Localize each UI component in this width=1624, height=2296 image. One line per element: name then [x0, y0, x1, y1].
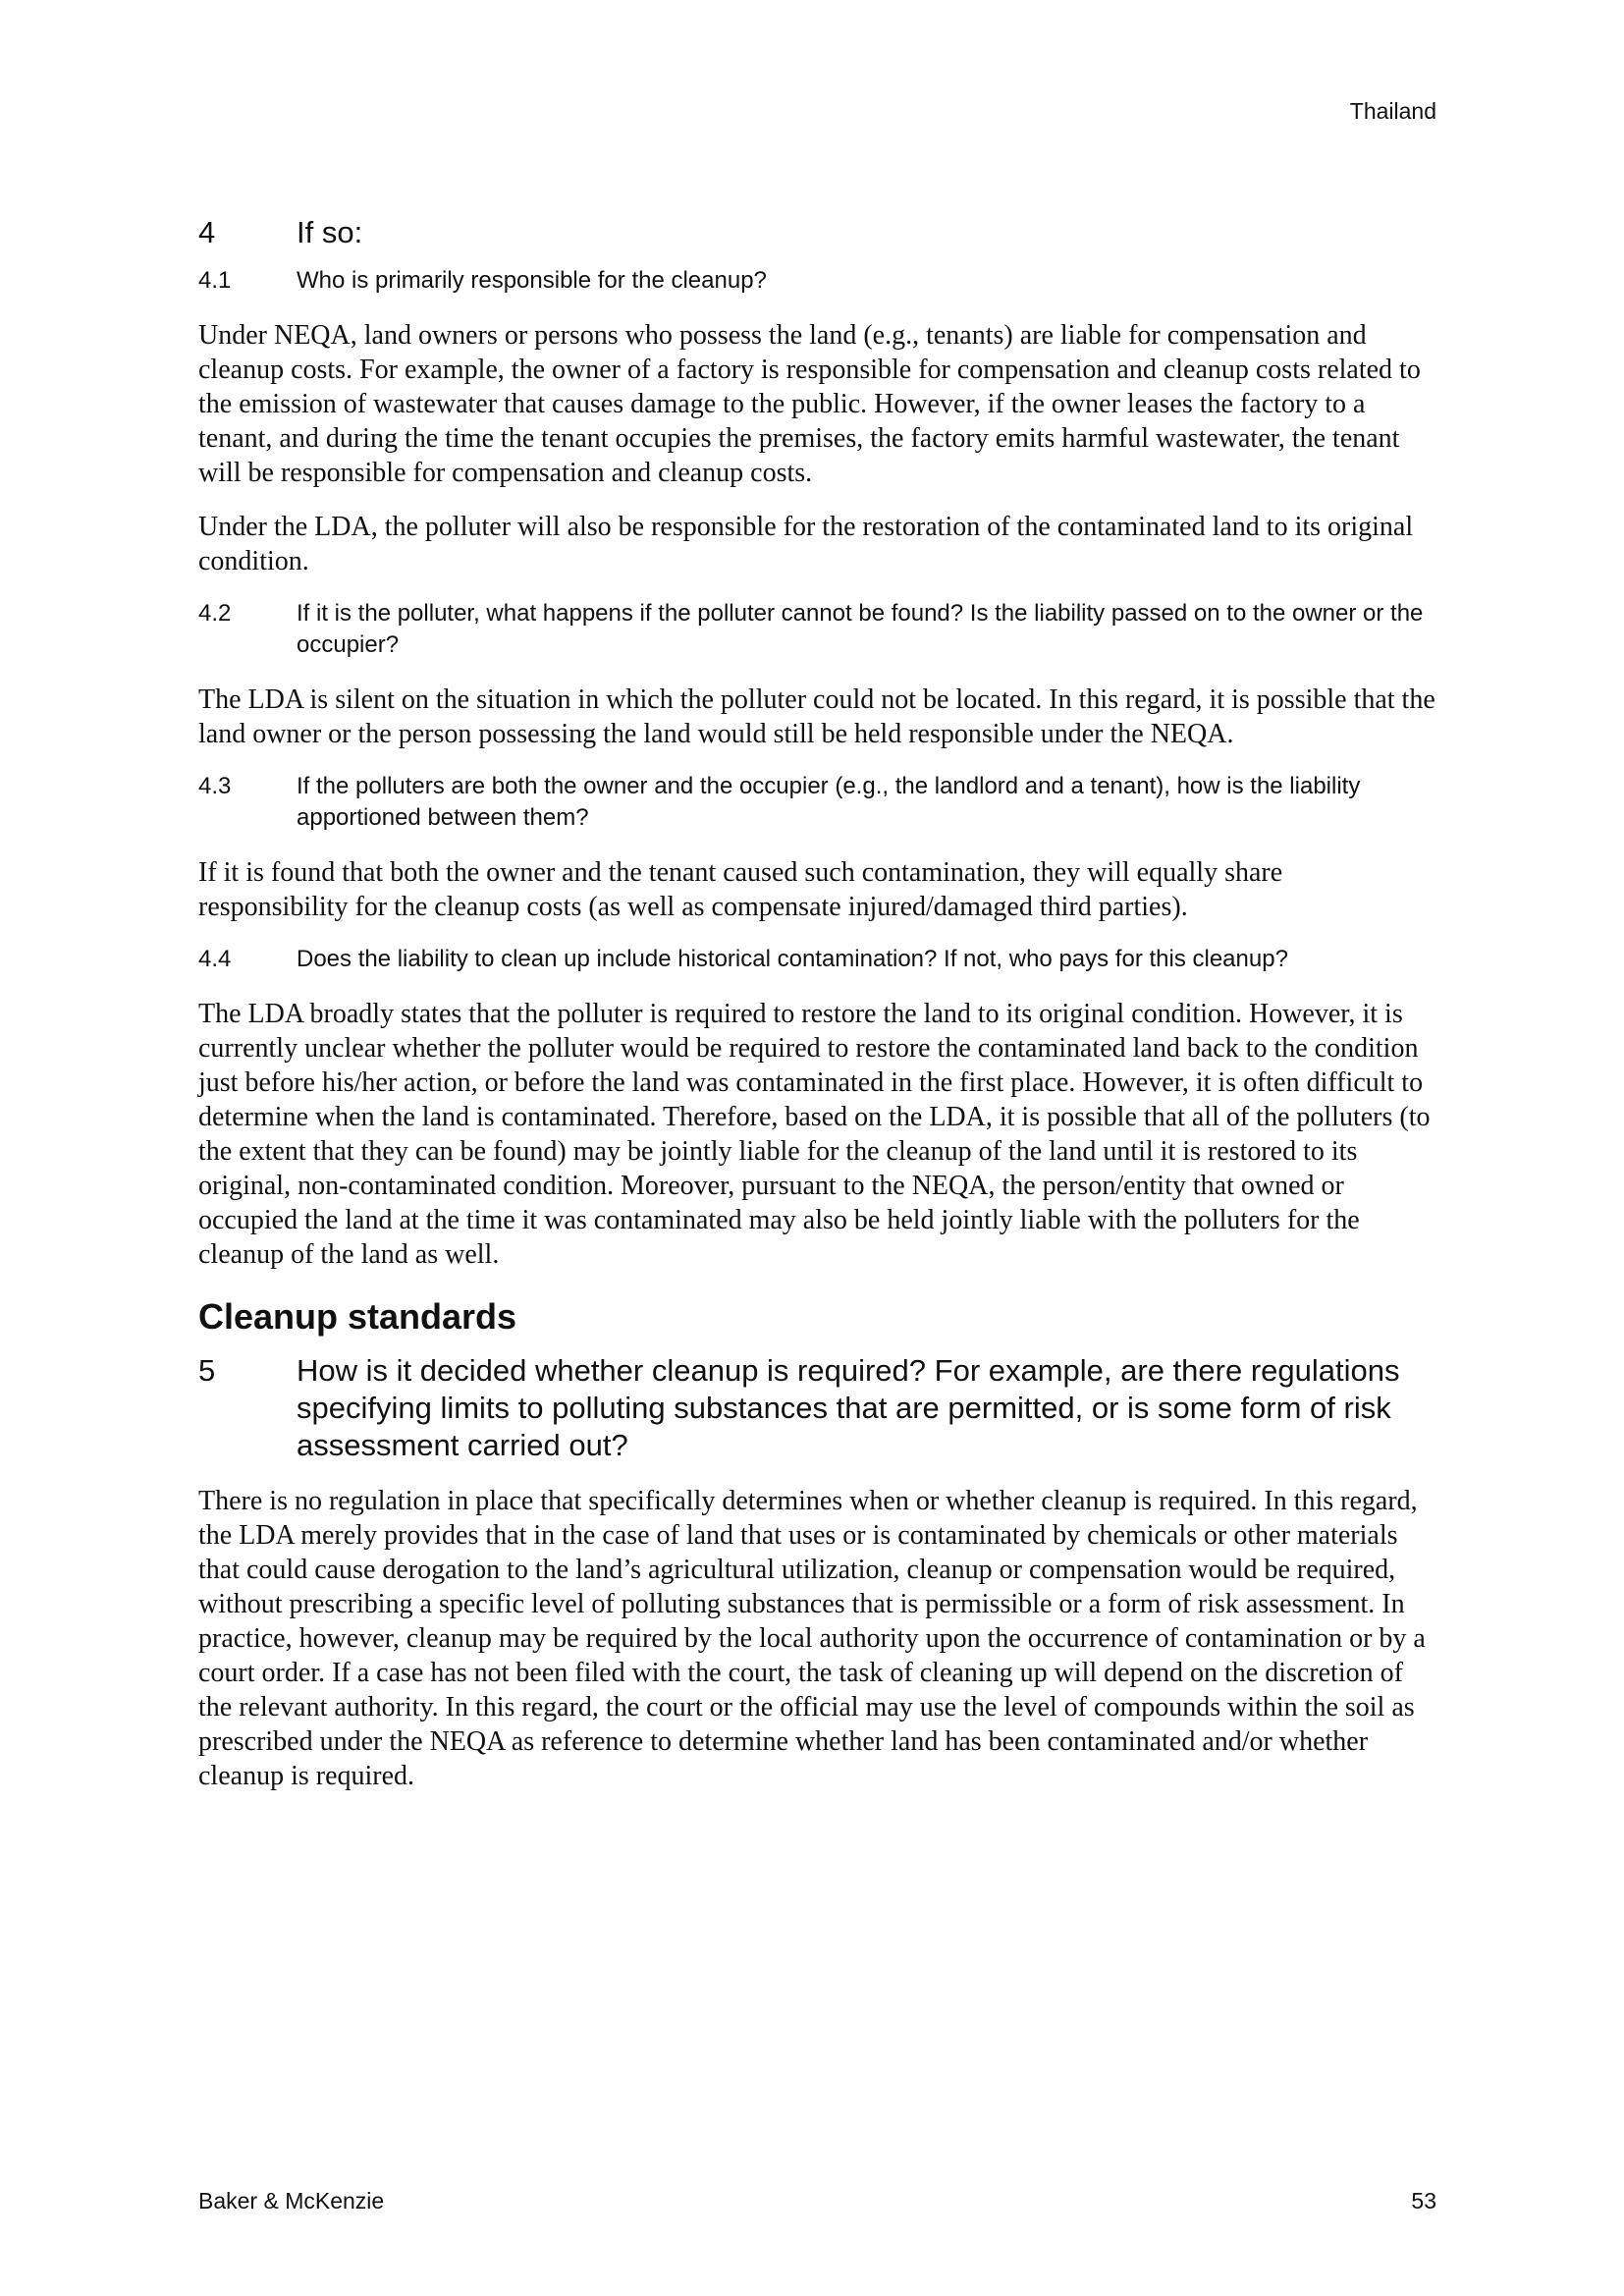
question-text: If the polluters are both the owner and the occupier (e.g., the landlord and a tenant), how is the liability apportioned between them?: [297, 773, 1361, 831]
footer-page-number: 53: [1411, 2188, 1436, 2214]
question-4-4: [198, 944, 1437, 975]
answer-paragraph: Under the LDA, the polluter will also be responsible for the restoration of the contaminated land to its original condition.: [198, 512, 1414, 576]
page-body: [198, 214, 1437, 1813]
answer-paragraph: The LDA broadly states that the polluter is required to restore the land to its original condition. However, it is currently unclear whether the polluter would be required to restore the contaminated land back to the condition just before his/her action, or before the land was contaminated in the first place. However, it is often difficult to determine when the land is contaminated. Therefore, based on the LDA, it is possible that all of the polluters (to the extent that they can be found) may be jointly liable for the cleanup of the land until it is restored to its original, non-contaminated condition. Moreover, pursuant to the NEQA, the person/entity that owned or occupied the land at the time it was contaminated may also be held jointly liable with the polluters for the cleanup of the land as well.: [198, 999, 1431, 1270]
question-text: If it is the polluter, what happens if the polluter cannot be found? Is the liability passed on to the owner or the occupier?: [297, 600, 1424, 658]
question-4-3: [198, 771, 1437, 834]
answer-paragraph: There is no regulation in place that specifically determines when or whether cleanup is required. In this regard, the LDA merely provides that in the case of land that uses or is contaminated by chemicals or other materials that could cause derogation to the land’s agricultural utilization, cleanup or compensation would be required, without prescribing a specific level of polluting substances that is permissible or a form of risk assessment. In practice, however, cleanup may be required by the local authority upon the occurrence of contamination or by a court order. If a case has not been filed with the court, the task of cleaning up will depend on the discretion of the relevant authority. In this regard, the court or the official may use the level of compounds within the soil as prescribed under the NEQA as reference to determine whether land has been contaminated and/or whether cleanup is required.: [198, 1486, 1426, 1791]
question-5: [198, 1352, 1437, 1464]
question-text: How is it decided whether cleanup is required? For example, are there regulations specifying limits to polluting substances that are permitted, or is some form of risk assessment carried out?: [297, 1353, 1400, 1462]
footer-firm-name: Baker & McKenzie: [198, 2188, 385, 2214]
answer-paragraph: The LDA is silent on the situation in which the polluter could not be located. In this regard, it is possible that the land owner or the person possessing the land would still be held responsible under the NEQA.: [198, 684, 1435, 749]
question-number: 4.1: [198, 267, 232, 294]
section-heading-cleanup-standards: Cleanup standards: [198, 1296, 517, 1337]
question-text: Who is primarily responsible for the cleanup?: [297, 267, 767, 294]
question-number: 4.3: [198, 773, 232, 799]
running-header-country: Thailand: [1349, 98, 1436, 124]
question-number: 5: [198, 1353, 216, 1388]
question-text: Does the liability to clean up include historical contamination? If not, who pays for this cleanup?: [297, 946, 1288, 972]
question-number: 4.4: [198, 946, 232, 972]
question-4-1: [198, 265, 1437, 297]
section-title: If so:: [297, 215, 363, 249]
section-4-heading: [198, 214, 1437, 251]
answer-paragraph: If it is found that both the owner and the tenant caused such contamination, they will equally share responsibility for the cleanup costs (as well as compensate injured/damaged third parties).: [198, 857, 1283, 922]
question-number: 4.2: [198, 600, 232, 627]
question-4-2: [198, 598, 1437, 661]
section-number: 4: [198, 215, 216, 249]
answer-paragraph: Under NEQA, land owners or persons who possess the land (e.g., tenants) are liable for compensation and cleanup costs. For example, the owner of a factory is responsible for compensation and cleanup costs related to the emission of wastewater that causes damage to the public. However, if the owner leases the factory to a tenant, and during the time the tenant occupies the premises, the factory emits harmful wastewater, the tenant will be responsible for compensation and cleanup costs.: [198, 320, 1421, 488]
